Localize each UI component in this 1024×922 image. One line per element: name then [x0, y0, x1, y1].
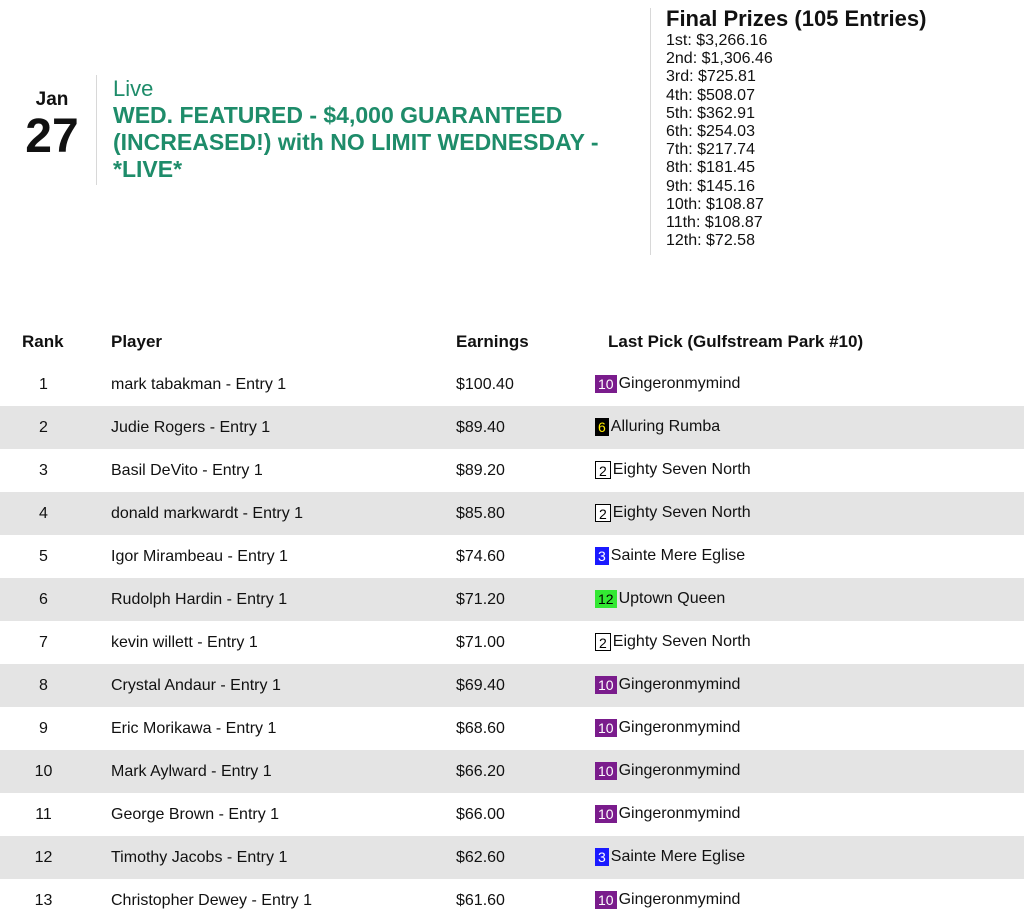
rank-cell: 4: [39, 504, 48, 522]
prize-line: 10th: $108.87: [666, 195, 764, 213]
prize-list: [666, 32, 926, 250]
player-cell[interactable]: Igor Mirambeau - Entry 1: [111, 547, 288, 565]
rank-cell: 1: [39, 375, 48, 393]
leaderboard-table: [0, 320, 1024, 922]
post-number-badge: 12: [595, 590, 617, 608]
earnings-cell: $71.00: [456, 633, 505, 651]
last-pick-cell: [595, 449, 1024, 492]
prize-line: 1st: $3,266.16: [666, 32, 768, 49]
player-column-header[interactable]: Player: [111, 331, 163, 351]
post-number-badge: 3: [595, 848, 609, 866]
post-number-badge: 2: [595, 633, 611, 651]
horse-name: Uptown Queen: [618, 590, 726, 607]
leaderboard-row: [0, 406, 1024, 449]
leaderboard-header-row: [0, 320, 1024, 363]
horse-name: Gingeronmymind: [618, 805, 741, 822]
horse-name: Gingeronmymind: [618, 719, 741, 736]
last-pick: [595, 719, 740, 737]
earnings-cell: $85.80: [456, 504, 505, 522]
earnings-cell: $74.60: [456, 547, 505, 565]
post-number-badge: 10: [595, 719, 617, 737]
rank-cell: 13: [34, 891, 53, 909]
horse-name: Gingeronmymind: [618, 762, 741, 779]
last-pick: [595, 418, 720, 436]
leaderboard-row: [0, 750, 1024, 793]
last-pick-cell: [595, 879, 1024, 922]
prize-line: 3rd: $725.81: [666, 68, 756, 86]
last-pick: [595, 375, 740, 393]
earnings-cell: $61.60: [456, 891, 505, 909]
earnings-cell: $66.00: [456, 805, 505, 823]
post-number-badge: 10: [595, 676, 617, 694]
last-pick-cell: [595, 836, 1024, 879]
post-number-badge: 10: [595, 375, 617, 393]
final-prizes-heading: Final Prizes (105 Entries): [666, 6, 927, 31]
last-pick: [595, 633, 751, 651]
event-day: 27: [25, 110, 79, 163]
rank-column-header[interactable]: Rank: [22, 331, 64, 351]
horse-name: Eighty Seven North: [612, 503, 751, 521]
last-pick: [595, 891, 740, 909]
earnings-cell: $71.20: [456, 590, 505, 608]
prize-line: 6th: $254.03: [666, 123, 755, 141]
earnings-cell: $89.40: [456, 418, 505, 436]
last-pick-cell: [595, 535, 1024, 578]
rank-cell: 9: [39, 719, 48, 737]
leaderboard-row: [0, 535, 1024, 578]
prize-line: 9th: $145.16: [666, 177, 755, 195]
earnings-cell: $100.40: [456, 375, 514, 393]
leaderboard-row: [0, 836, 1024, 879]
earnings-cell: $62.60: [456, 848, 505, 866]
post-number-badge: 10: [595, 762, 617, 780]
rank-cell: 6: [39, 590, 48, 608]
earnings-cell: $89.20: [456, 461, 505, 479]
final-prizes-panel: [666, 6, 926, 250]
leaderboard-row: [0, 793, 1024, 836]
earnings-cell: $66.20: [456, 762, 505, 780]
rank-cell: 11: [35, 805, 52, 823]
prize-line: 7th: $217.74: [666, 141, 755, 159]
player-cell[interactable]: Crystal Andaur - Entry 1: [111, 676, 281, 694]
post-number-badge: 10: [595, 805, 617, 823]
horse-name: Gingeronmymind: [618, 676, 741, 693]
prize-line: 5th: $362.91: [666, 104, 755, 122]
horse-name: Alluring Rumba: [610, 418, 721, 435]
rank-cell: 5: [39, 547, 48, 565]
post-number-badge: 10: [595, 891, 617, 909]
leaderboard-body: [0, 363, 1024, 922]
post-number-badge: 3: [595, 547, 609, 565]
event-status: Live: [113, 76, 154, 101]
horse-name: Eighty Seven North: [612, 460, 751, 478]
leaderboard-row: [0, 664, 1024, 707]
leaderboard-row: [0, 492, 1024, 535]
prize-line: 12th: $72.58: [666, 232, 755, 250]
rank-cell: 10: [34, 762, 53, 780]
last-pick: [595, 805, 740, 823]
rank-cell: 7: [39, 633, 48, 651]
earnings-cell: $69.40: [456, 676, 505, 694]
leaderboard-row: [0, 363, 1024, 406]
player-cell[interactable]: mark tabakman - Entry 1: [111, 375, 287, 393]
player-cell[interactable]: George Brown - Entry 1: [111, 805, 280, 823]
leaderboard-row: [0, 621, 1024, 664]
last-pick: [595, 547, 745, 565]
post-number-badge: 2: [595, 504, 611, 522]
last-pick: [595, 676, 740, 694]
player-cell[interactable]: donald markwardt - Entry 1: [111, 504, 304, 522]
last-pick: [595, 762, 740, 780]
prize-line: 8th: $181.45: [666, 159, 755, 177]
last-pick-cell: [595, 793, 1024, 836]
horse-name: Sainte Mere Eglise: [610, 848, 746, 865]
earnings-column-header[interactable]: Earnings: [456, 331, 529, 351]
player-cell[interactable]: Eric Morikawa - Entry 1: [111, 719, 277, 737]
leaderboard-row: [0, 578, 1024, 621]
leaderboard-row: [0, 879, 1024, 922]
event-title[interactable]: WED. FEATURED - $4,000 GUARANTEED (INCREASED!) with NO LIMIT WEDNESDAY - *LIVE*: [113, 102, 599, 182]
player-cell[interactable]: Christopher Dewey - Entry 1: [111, 891, 312, 909]
player-cell[interactable]: kevin willett - Entry 1: [111, 633, 258, 651]
horse-name: Sainte Mere Eglise: [610, 547, 746, 564]
player-cell[interactable]: Mark Aylward - Entry 1: [111, 762, 272, 780]
post-number-badge: 6: [595, 418, 609, 436]
prize-line: 11th: $108.87: [666, 214, 763, 232]
earnings-cell: $68.60: [456, 719, 505, 737]
player-cell[interactable]: Timothy Jacobs - Entry 1: [111, 848, 288, 866]
last-pick-cell: [595, 492, 1024, 535]
player-cell[interactable]: Rudolph Hardin - Entry 1: [111, 590, 288, 608]
post-number-badge: 2: [595, 461, 611, 479]
last-pick-column-header: Last Pick (Gulfstream Park #10): [608, 331, 864, 351]
last-pick-cell: [595, 578, 1024, 621]
prizes-divider: [650, 8, 651, 255]
horse-name: Gingeronmymind: [618, 891, 741, 908]
last-pick-cell: [595, 664, 1024, 707]
player-cell[interactable]: Basil DeVito - Entry 1: [111, 461, 263, 479]
event-header: [113, 76, 643, 183]
player-cell[interactable]: Judie Rogers - Entry 1: [111, 418, 271, 436]
horse-name: Eighty Seven North: [612, 632, 751, 650]
last-pick: [595, 848, 745, 866]
date-divider: [96, 75, 97, 185]
last-pick-cell: [595, 750, 1024, 793]
prize-line: 4th: $508.07: [666, 86, 755, 104]
last-pick: [595, 461, 751, 479]
last-pick: [595, 504, 751, 522]
last-pick-cell: [595, 621, 1024, 664]
last-pick-cell: [595, 406, 1024, 449]
horse-name: Gingeronmymind: [618, 375, 741, 392]
leaderboard-row: [0, 449, 1024, 492]
rank-cell: 2: [39, 418, 48, 436]
last-pick-cell: [595, 707, 1024, 750]
rank-cell: 12: [34, 848, 53, 866]
last-pick: [595, 590, 725, 608]
prize-line: 2nd: $1,306.46: [666, 50, 773, 68]
rank-cell: 8: [39, 676, 48, 694]
rank-cell: 3: [39, 461, 48, 479]
last-pick-cell: [595, 363, 1024, 406]
leaderboard-row: [0, 707, 1024, 750]
event-date: [14, 88, 90, 162]
event-month: Jan: [35, 89, 69, 110]
